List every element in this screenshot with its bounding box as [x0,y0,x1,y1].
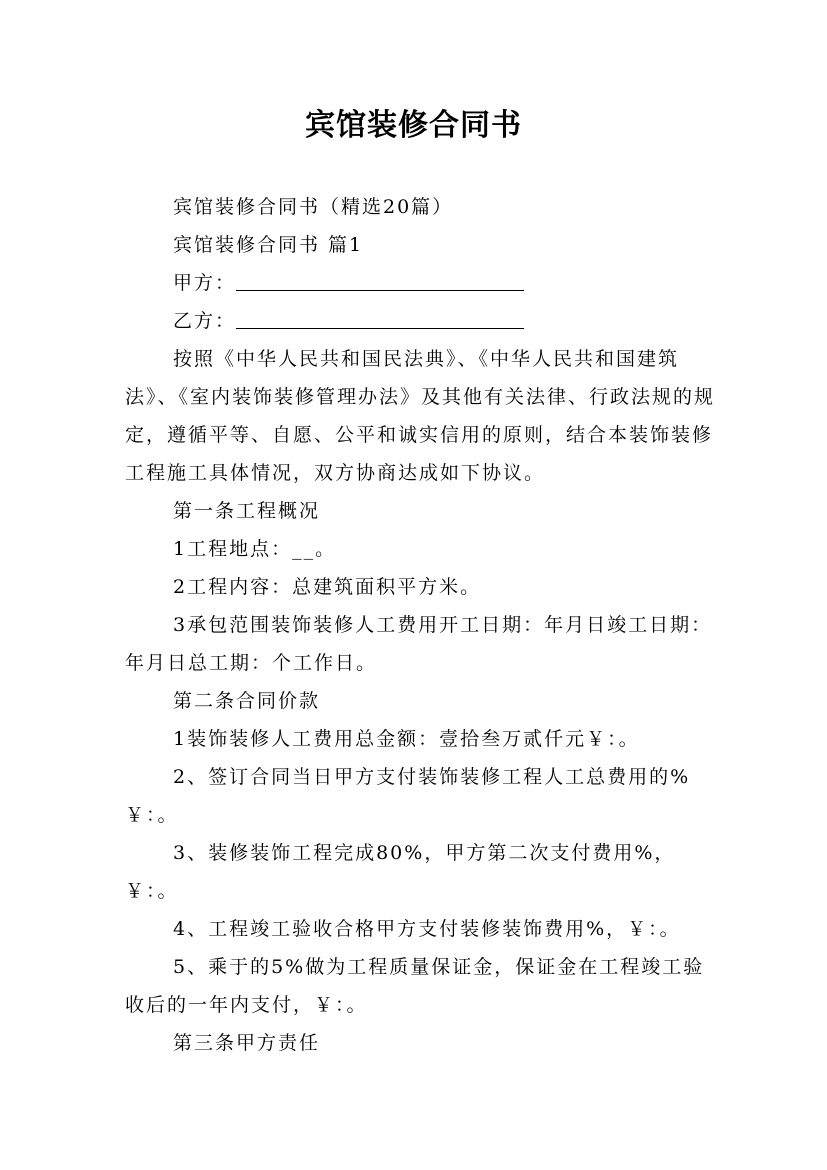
party-b-blank [236,310,524,329]
party-b-label: 乙方： [173,310,237,332]
article-2-item-3: 3、装修装饰工程完成80%，甲方第二次支付费用%，￥：。 [125,842,676,902]
paragraph-subtitle: 宾馆装修合同书（精选20篇） [173,196,454,218]
party-a-blank [236,272,524,291]
document-body [125,188,715,1062]
paragraph-section-heading: 宾馆装修合同书 篇1 [173,234,364,256]
article-3-heading: 第三条甲方责任 [173,1032,321,1054]
article-2-item-5: 5、乘于的5%做为工程质量保证金，保证金在工程竣工验收后的一年内支付，￥：。 [125,956,705,1016]
party-b-line [125,302,715,340]
party-a-label: 甲方： [173,272,237,294]
article-2-item-2: 2、签订合同当日甲方支付装饰装修工程人工总费用的%￥：。 [125,766,691,826]
article-2-item-1: 1装饰装修人工费用总金额：壹拾叁万贰仟元￥：。 [173,728,640,750]
party-a-line [125,264,715,302]
document-title: 宾馆装修合同书 [305,108,522,143]
article-2-heading: 第二条合同价款 [173,690,321,712]
article-1-item-3: 3承包范围装饰装修人工费用开工日期：年月日竣工日期：年月日总工期：个工作日。 [125,614,713,674]
article-2-item-4: 4、工程竣工验收合格甲方支付装修装饰费用%，￥：。 [173,918,681,940]
article-1-item-1: 1工程地点：__。 [173,538,337,560]
article-1-item-2: 2工程内容：总建筑面积平方米。 [173,576,482,598]
paragraph-preamble: 按照《中华人民共和国民法典》、《中华人民共和国建筑法》、《室内装饰装修管理办法》及其他有关法律、行政法规的规定，遵循平等、自愿、公平和诚实信用的原则，结合本装饰装修工程施工具体情况，双方协商达成如下协议。 [125,348,716,484]
article-1-heading: 第一条工程概况 [173,500,321,522]
